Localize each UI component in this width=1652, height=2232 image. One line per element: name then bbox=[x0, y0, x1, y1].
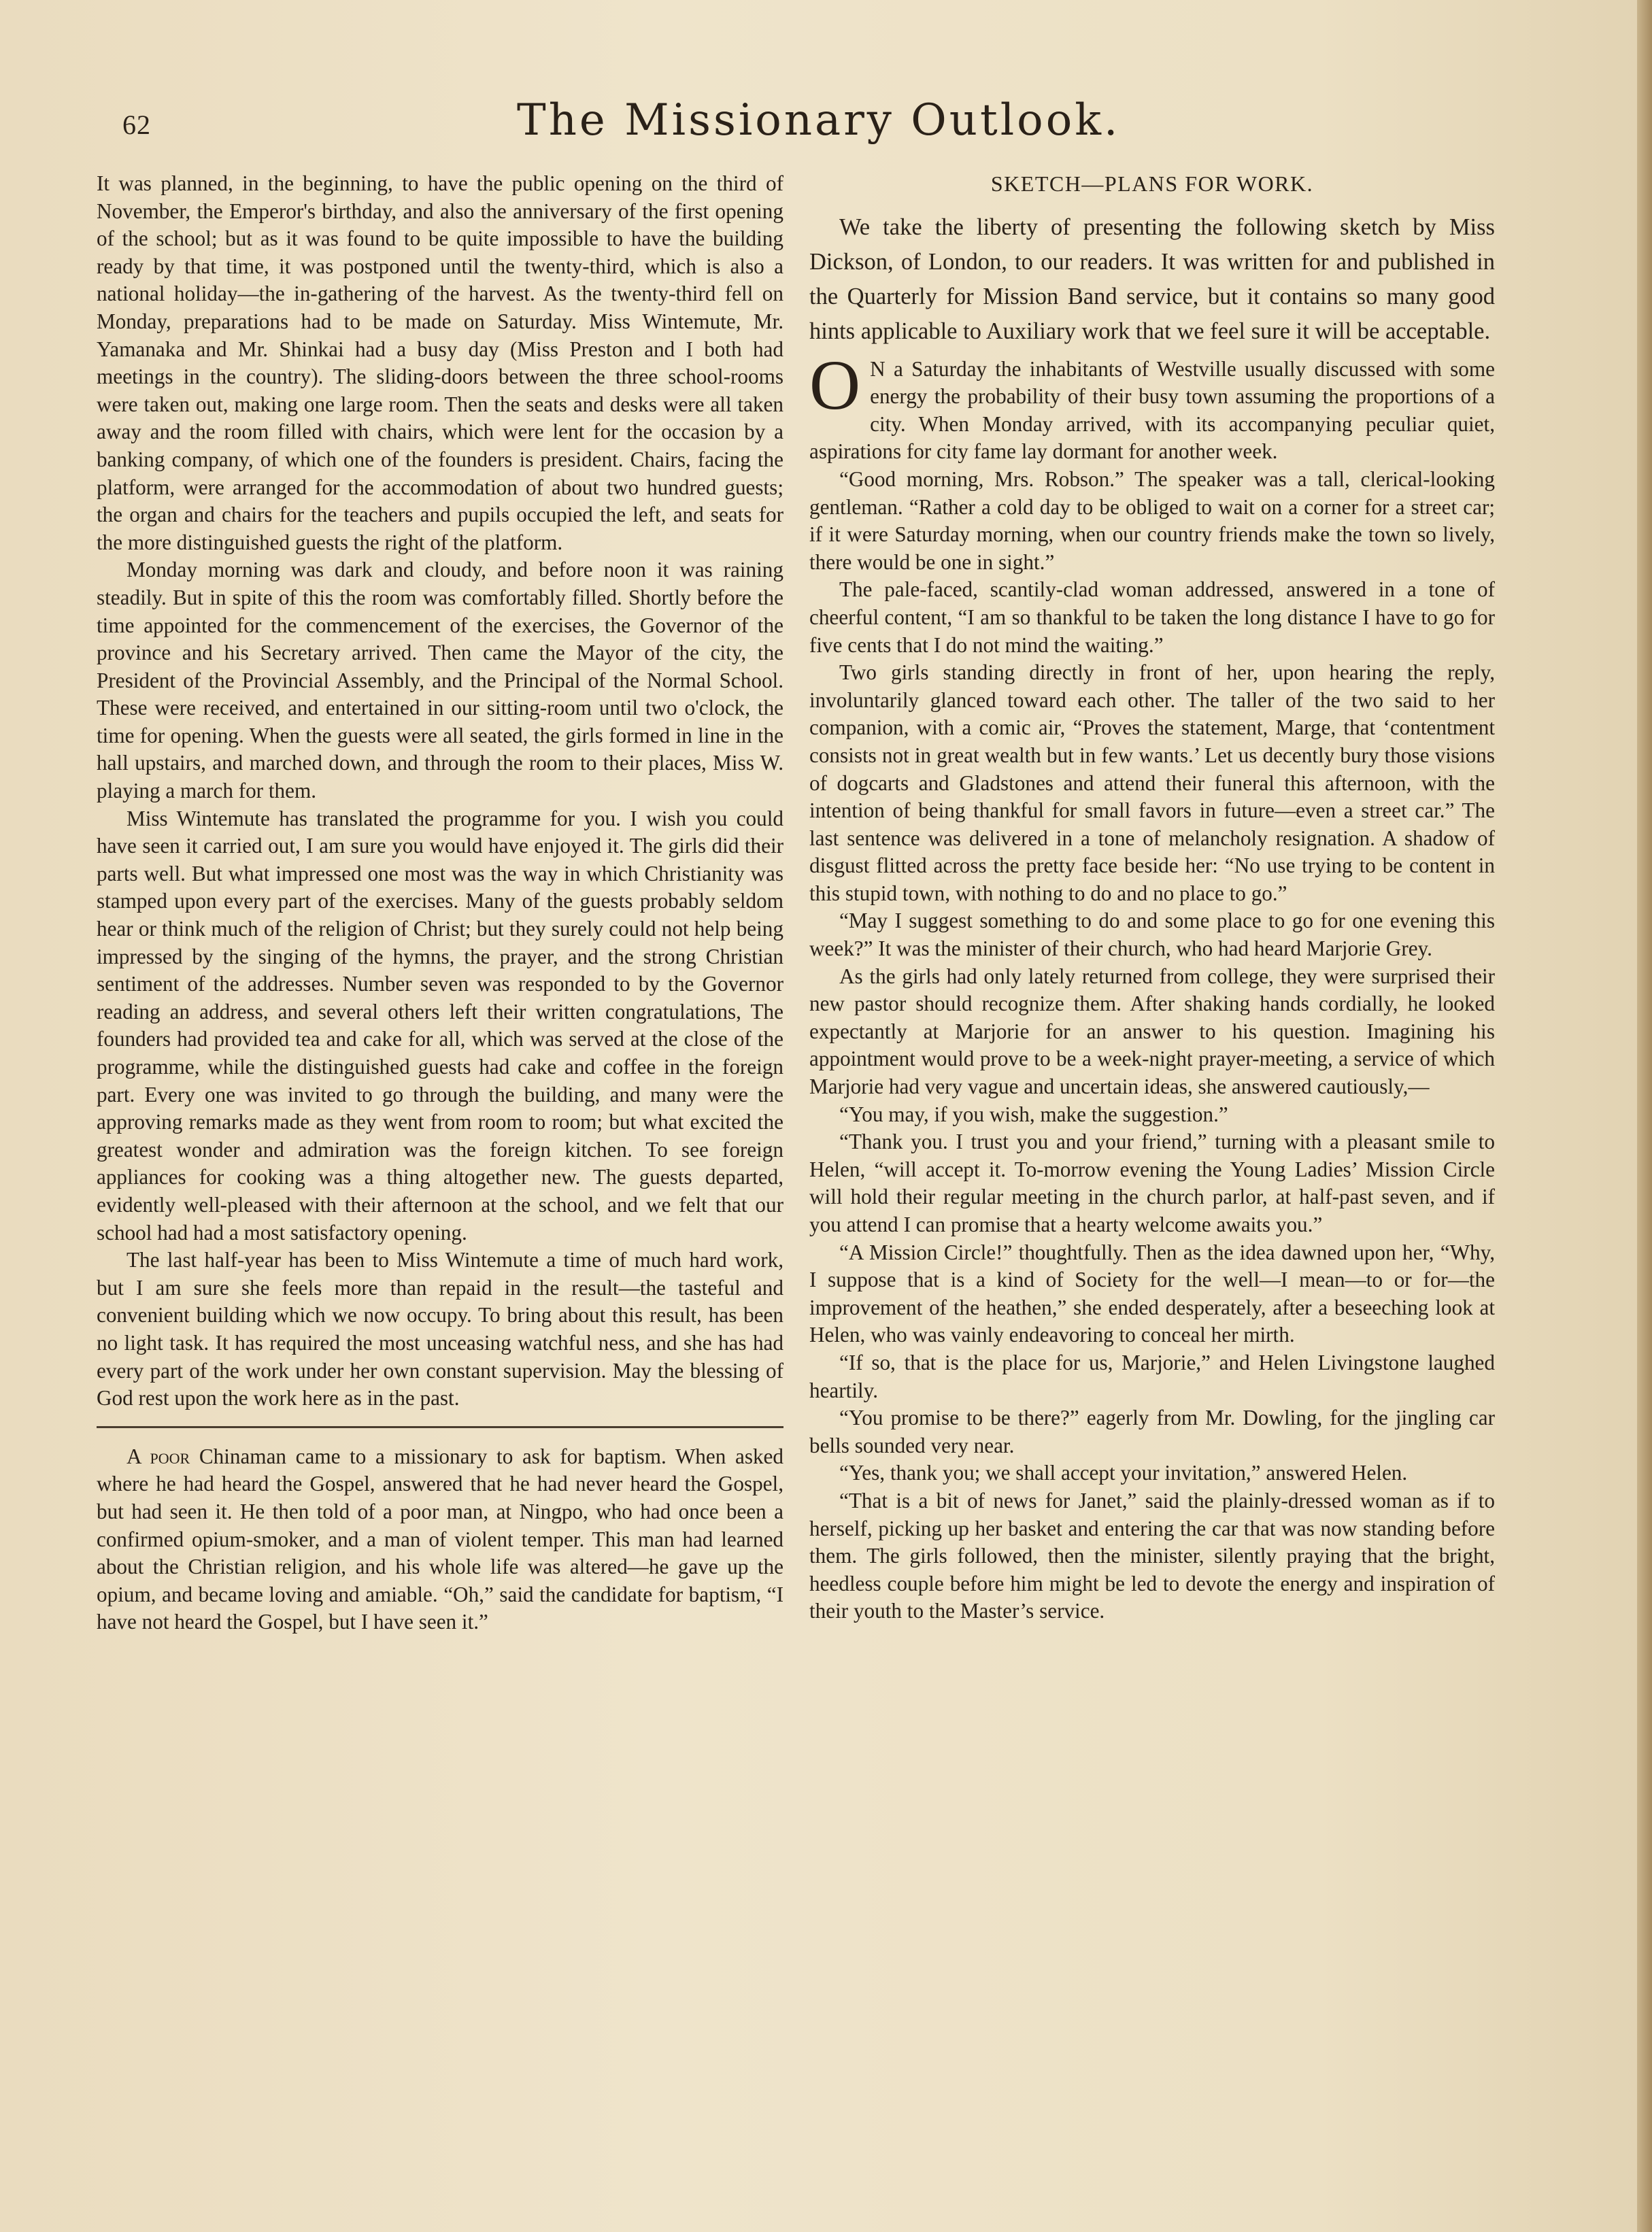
story-paragraph: “A Mission Circle!” thoughtfully. Then as the idea dawned upon her, “Why, I suppose that is a kind of Society for the well—I mean—to or for—the improvement of the heathen,” she ended desperately, after a beseeching look at Helen, who was vainly endeavoring to conceal her mirth. bbox=[809, 1240, 1495, 1347]
section-divider bbox=[97, 1426, 783, 1428]
story-paragraph: “Yes, thank you; we shall accept your invitation,” answered Helen. bbox=[839, 1461, 1408, 1485]
story-opening-text: N a Saturday the inhabitants of Westville usually discussed with some energy the probability of their busy town assuming the proportions of a city. When Monday arrived, with its accompanying peculiar quiet, aspirations for city fame lay dormant for another week. bbox=[809, 356, 1495, 464]
drop-cap: O bbox=[809, 345, 861, 424]
article-paragraph: It was planned, in the beginning, to have the public opening on the third of November, the Emperor's birthday, and also the anniversary of the first opening of the school; but as it was found to be quite impossible to have the building ready by that time, it was postponed until the twenty-third, which is also a national holiday—the in-gathering of the harvest. As the twenty-third fell on Monday, preparations had to be made on Saturday. Miss Wintemute, Mr. Yamanaka and Mr. Shinkai had a busy day (Miss Preston and I both had meetings in the country). The sliding-doors between the three school-rooms were taken out, making one large room. Then the seats and desks were all taken away and the room filled with chairs, which were lent for the occasion by a banking company, of which one of the founders is president. Chairs, facing the platform, were arranged for the accommodation of about two hundred guests; the organ and chairs for the teachers and pupils occupied the left, and seats for the more distinguished guests the right of the platform. bbox=[97, 171, 783, 554]
story-opening-paragraph bbox=[809, 345, 1495, 466]
section-title: SKETCH—PLANS FOR WORK. bbox=[990, 171, 1314, 196]
right-column bbox=[809, 170, 1495, 1625]
article-paragraph: Miss Wintemute has translated the programme for you. I wish you could have seen it carried out, I am sure you would have enjoyed it. The girls did their parts well. But what impressed one most was the way in which Christianity was stamped upon every part of the exercises. Many of the guests probably seldom hear or think much of the religion of Christ; but they surely could not help being impressed by the singing of the hymns, the prayer, and the strong Christian sentiment of the addresses. Number seven was responded to by the Governor reading an address, and several others left their written congratulations, The founders had provided tea and cake for all, which was served at the close of the programme, while the distinguished guests had cake and coffee in the foreign part. Every one was invited to go through the building, and many were the approving remarks made as they went from room to room; but what excited the greatest wonder and admiration was the foreign kitchen. To see foreign appliances for cooking was a thing altogether new. The guests departed, evidently well-pleased with their afternoon at the school, and we felt that our school had had a most satisfactory opening. bbox=[97, 806, 783, 1245]
running-title: The Missionary Outlook. bbox=[517, 95, 1121, 146]
article-paragraph: The last half-year has been to Miss Wintemute a time of much hard work, but I am sure she feels more than repaid in the result—the tasteful and convenient building which we now occupy. To bring about this result, has been no light task. It has required the most unceasing watchful ness, and she has had every part of the work under her own constant supervision. May the blessing of God rest upon the work here as in the past. bbox=[97, 1248, 783, 1410]
anecdote-lead: A poor bbox=[127, 1444, 190, 1468]
story-paragraph: “Good morning, Mrs. Robson.” The speaker was a tall, clerical-looking gentleman. “Rather a cold day to be obliged to wait on a corner for a street car; if it were Saturday morning, when our country friends make the town so lively, there would be one in sight.” bbox=[809, 467, 1495, 574]
story-paragraph: The pale-faced, scantily-clad woman addressed, answered in a tone of cheerful content, “I am so thankful to be taken the long distance I have to go for five cents that I do not mind the waiting.” bbox=[809, 577, 1495, 657]
story-paragraph: “May I suggest something to do and some place to go for one evening this week?” It was the minister of their church, who had heard Marjorie Grey. bbox=[809, 909, 1495, 961]
story-paragraph: “Thank you. I trust you and your friend,” turning with a pleasant smile to Helen, “will accept it. To-morrow evening the Young Ladies’ Mission Circle will hold their regular meeting in the church parlor, at half-past seven, and if you attend I can promise that a hearty welcome awaits you.” bbox=[809, 1130, 1495, 1236]
story-paragraph: As the girls had only lately returned from college, they were surprised their new pastor should recognize them. After shaking hands cordially, he looked expectantly at Marjorie for an answer to his question. Imagining his appointment would prove to be a week-night prayer-meeting, a service of which Marjorie had very vague and uncertain ideas, she answered cautiously,— bbox=[809, 964, 1495, 1099]
story-paragraph: “You may, if you wish, make the suggestion.” bbox=[839, 1102, 1228, 1126]
intro-paragraph: We take the liberty of presenting the following sketch by Miss Dickson, of London, to our readers. It was written for and published in the Quarterly for Mission Band service, but it contains so many good hints applicable to Auxiliary work that we feel sure it will be acceptable. bbox=[809, 214, 1495, 344]
story-paragraph: “That is a bit of news for Janet,” said the plainly-dressed woman as if to herself, picking up her basket and entering the car that was now standing before them. The girls followed, then the minister, silently praying that the bright, heedless couple before him might be led to devote the energy and inspiration of their youth to the Master’s service. bbox=[809, 1488, 1495, 1623]
page-edge bbox=[1637, 0, 1652, 2232]
page-number: 62 bbox=[122, 109, 151, 140]
anecdote-text: Chinaman came to a missionary to ask for baptism. When asked where he had heard the Gospel, answered that he had never heard the Gospel, but had seen it. He then told of a poor man, at Ningpo, who had once been a confirmed opium-smoker, and a man of violent temper. This man had learned about the Christian religion, and his whole life was altered—he gave up the opium, and became loving and amiable. “Oh,” said the candidate for baptism, “I have not heard the Gospel, but I have seen it.” bbox=[97, 1444, 783, 1634]
story-paragraph: Two girls standing directly in front of her, upon hearing the reply, involuntarily glanced toward each other. The taller of the two said to her companion, with a comic air, “Proves the statement, Marge, that ‘contentment consists not in great wealth but in few wants.’ Let us decently bury those visions of dogcarts and Gladstones and attend their funeral this afternoon, with the intention of being thankful for small favors in future—even a street car.” The last sentence was delivered in a tone of melancholy resignation. A shadow of disgust flitted across the pretty face beside her: “No use trying to be content in this stupid town, with nothing to do and no place to go.” bbox=[809, 660, 1495, 905]
page-header bbox=[122, 95, 1483, 150]
anecdote-paragraph bbox=[97, 1443, 783, 1636]
story-paragraph: “You promise to be there?” eagerly from Mr. Dowling, for the jingling car bells sounded very near. bbox=[809, 1406, 1495, 1457]
left-column bbox=[97, 170, 783, 1636]
article-paragraph: Monday morning was dark and cloudy, and before noon it was raining steadily. But in spite of this the room was comfortably filled. Shortly before the time appointed for the commencement of the exercises, the Governor of the province and his Secretary arrived. Then came the Mayor of the city, the President of the Provincial Assembly, and the Principal of the Normal School. These were received, and entertained in our sitting-room until two o'clock, the time for opening. When the guests were all seated, the girls formed in line in the hall upstairs, and marched down, and through the room to their places, Miss W. playing a march for them. bbox=[97, 558, 783, 803]
story-paragraph: “If so, that is the place for us, Marjorie,” and Helen Livingstone laughed heartily. bbox=[809, 1350, 1495, 1402]
